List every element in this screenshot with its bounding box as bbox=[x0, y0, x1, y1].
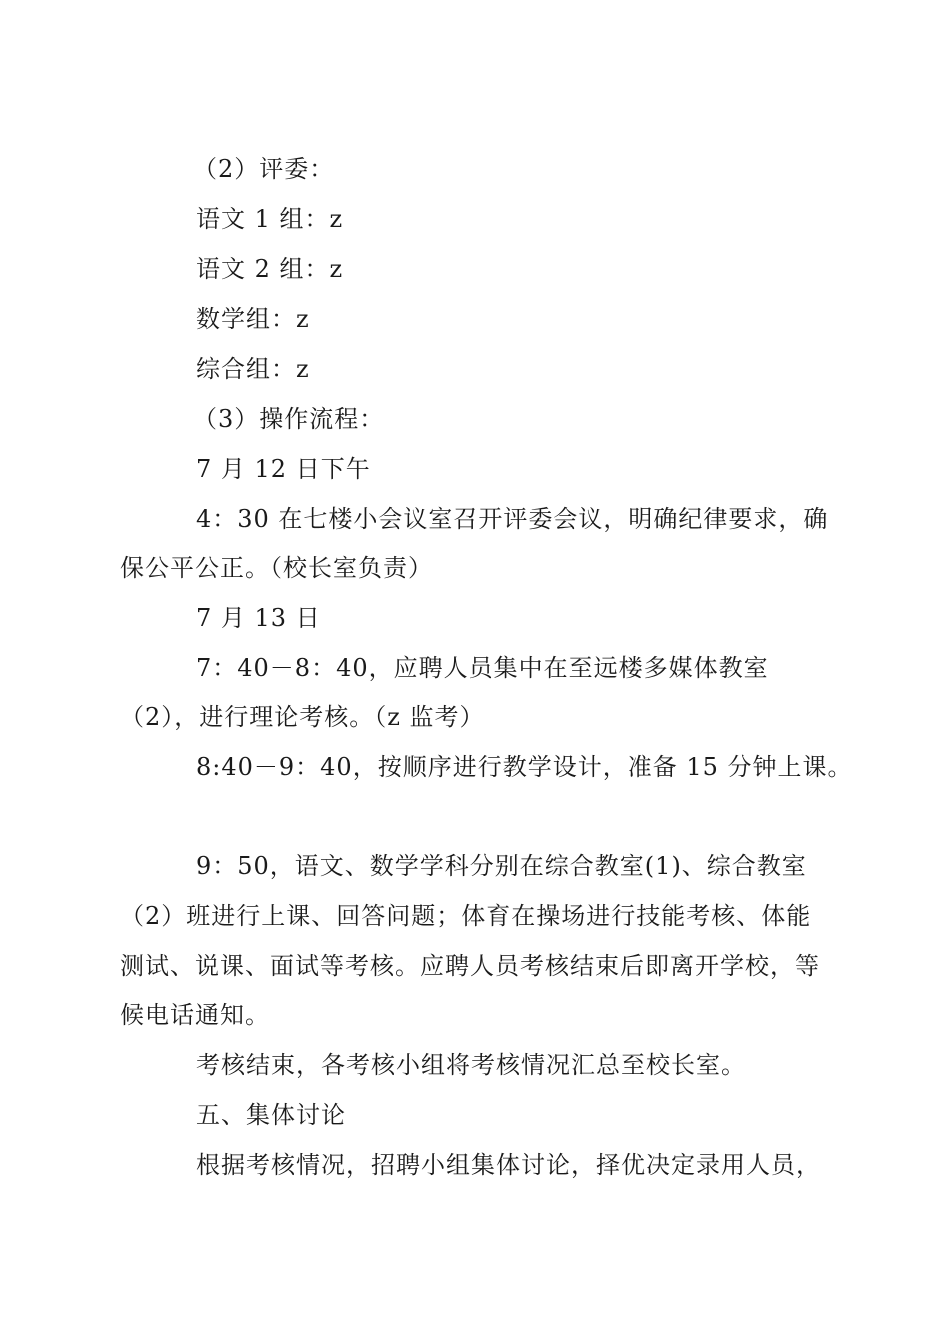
paragraph-line: 7：40－8：40，应聘人员集中在至远楼多媒体教室 bbox=[196, 654, 769, 682]
paragraph-line: （2），进行理论考核。（z 监考） bbox=[120, 703, 485, 731]
paragraph-line: 保公平公正。（校长室负责） bbox=[120, 554, 433, 582]
paragraph-line: 9：50，语文、数学学科分别在综合教室(1)、综合教室 bbox=[196, 852, 807, 880]
paragraph-line: 测试、说课、面试等考核。应聘人员考核结束后即离开学校，等 bbox=[120, 952, 820, 980]
chinese-group-1-line: 语文 1 组：z bbox=[196, 205, 344, 233]
general-group-line: 综合组：z bbox=[196, 355, 310, 383]
paragraph-line: 考核结束，各考核小组将考核情况汇总至校长室。 bbox=[196, 1051, 746, 1079]
chinese-group-2-line: 语文 2 组：z bbox=[196, 255, 344, 283]
paragraph-line: 8:40－9：40，按顺序进行教学设计，准备 15 分钟上课。 bbox=[196, 753, 853, 781]
section-five-heading: 五、集体讨论 bbox=[196, 1101, 346, 1129]
date-july-12-line: 7 月 12 日下午 bbox=[196, 455, 371, 483]
math-group-line: 数学组：z bbox=[196, 305, 310, 333]
paragraph-line: 4：30 在七楼小会议室召开评委会议，明确纪律要求，确 bbox=[196, 505, 829, 533]
paragraph-line: 候电话通知。 bbox=[120, 1001, 270, 1029]
date-july-13-line: 7 月 13 日 bbox=[196, 604, 321, 632]
procedure-heading: （3）操作流程： bbox=[193, 405, 385, 433]
paragraph-line: 根据考核情况，招聘小组集体讨论，择优决定录用人员， bbox=[196, 1151, 821, 1179]
paragraph-line: （2）班进行上课、回答问题；体育在操场进行技能考核、体能 bbox=[120, 902, 812, 930]
judges-heading: （2）评委： bbox=[193, 155, 335, 183]
